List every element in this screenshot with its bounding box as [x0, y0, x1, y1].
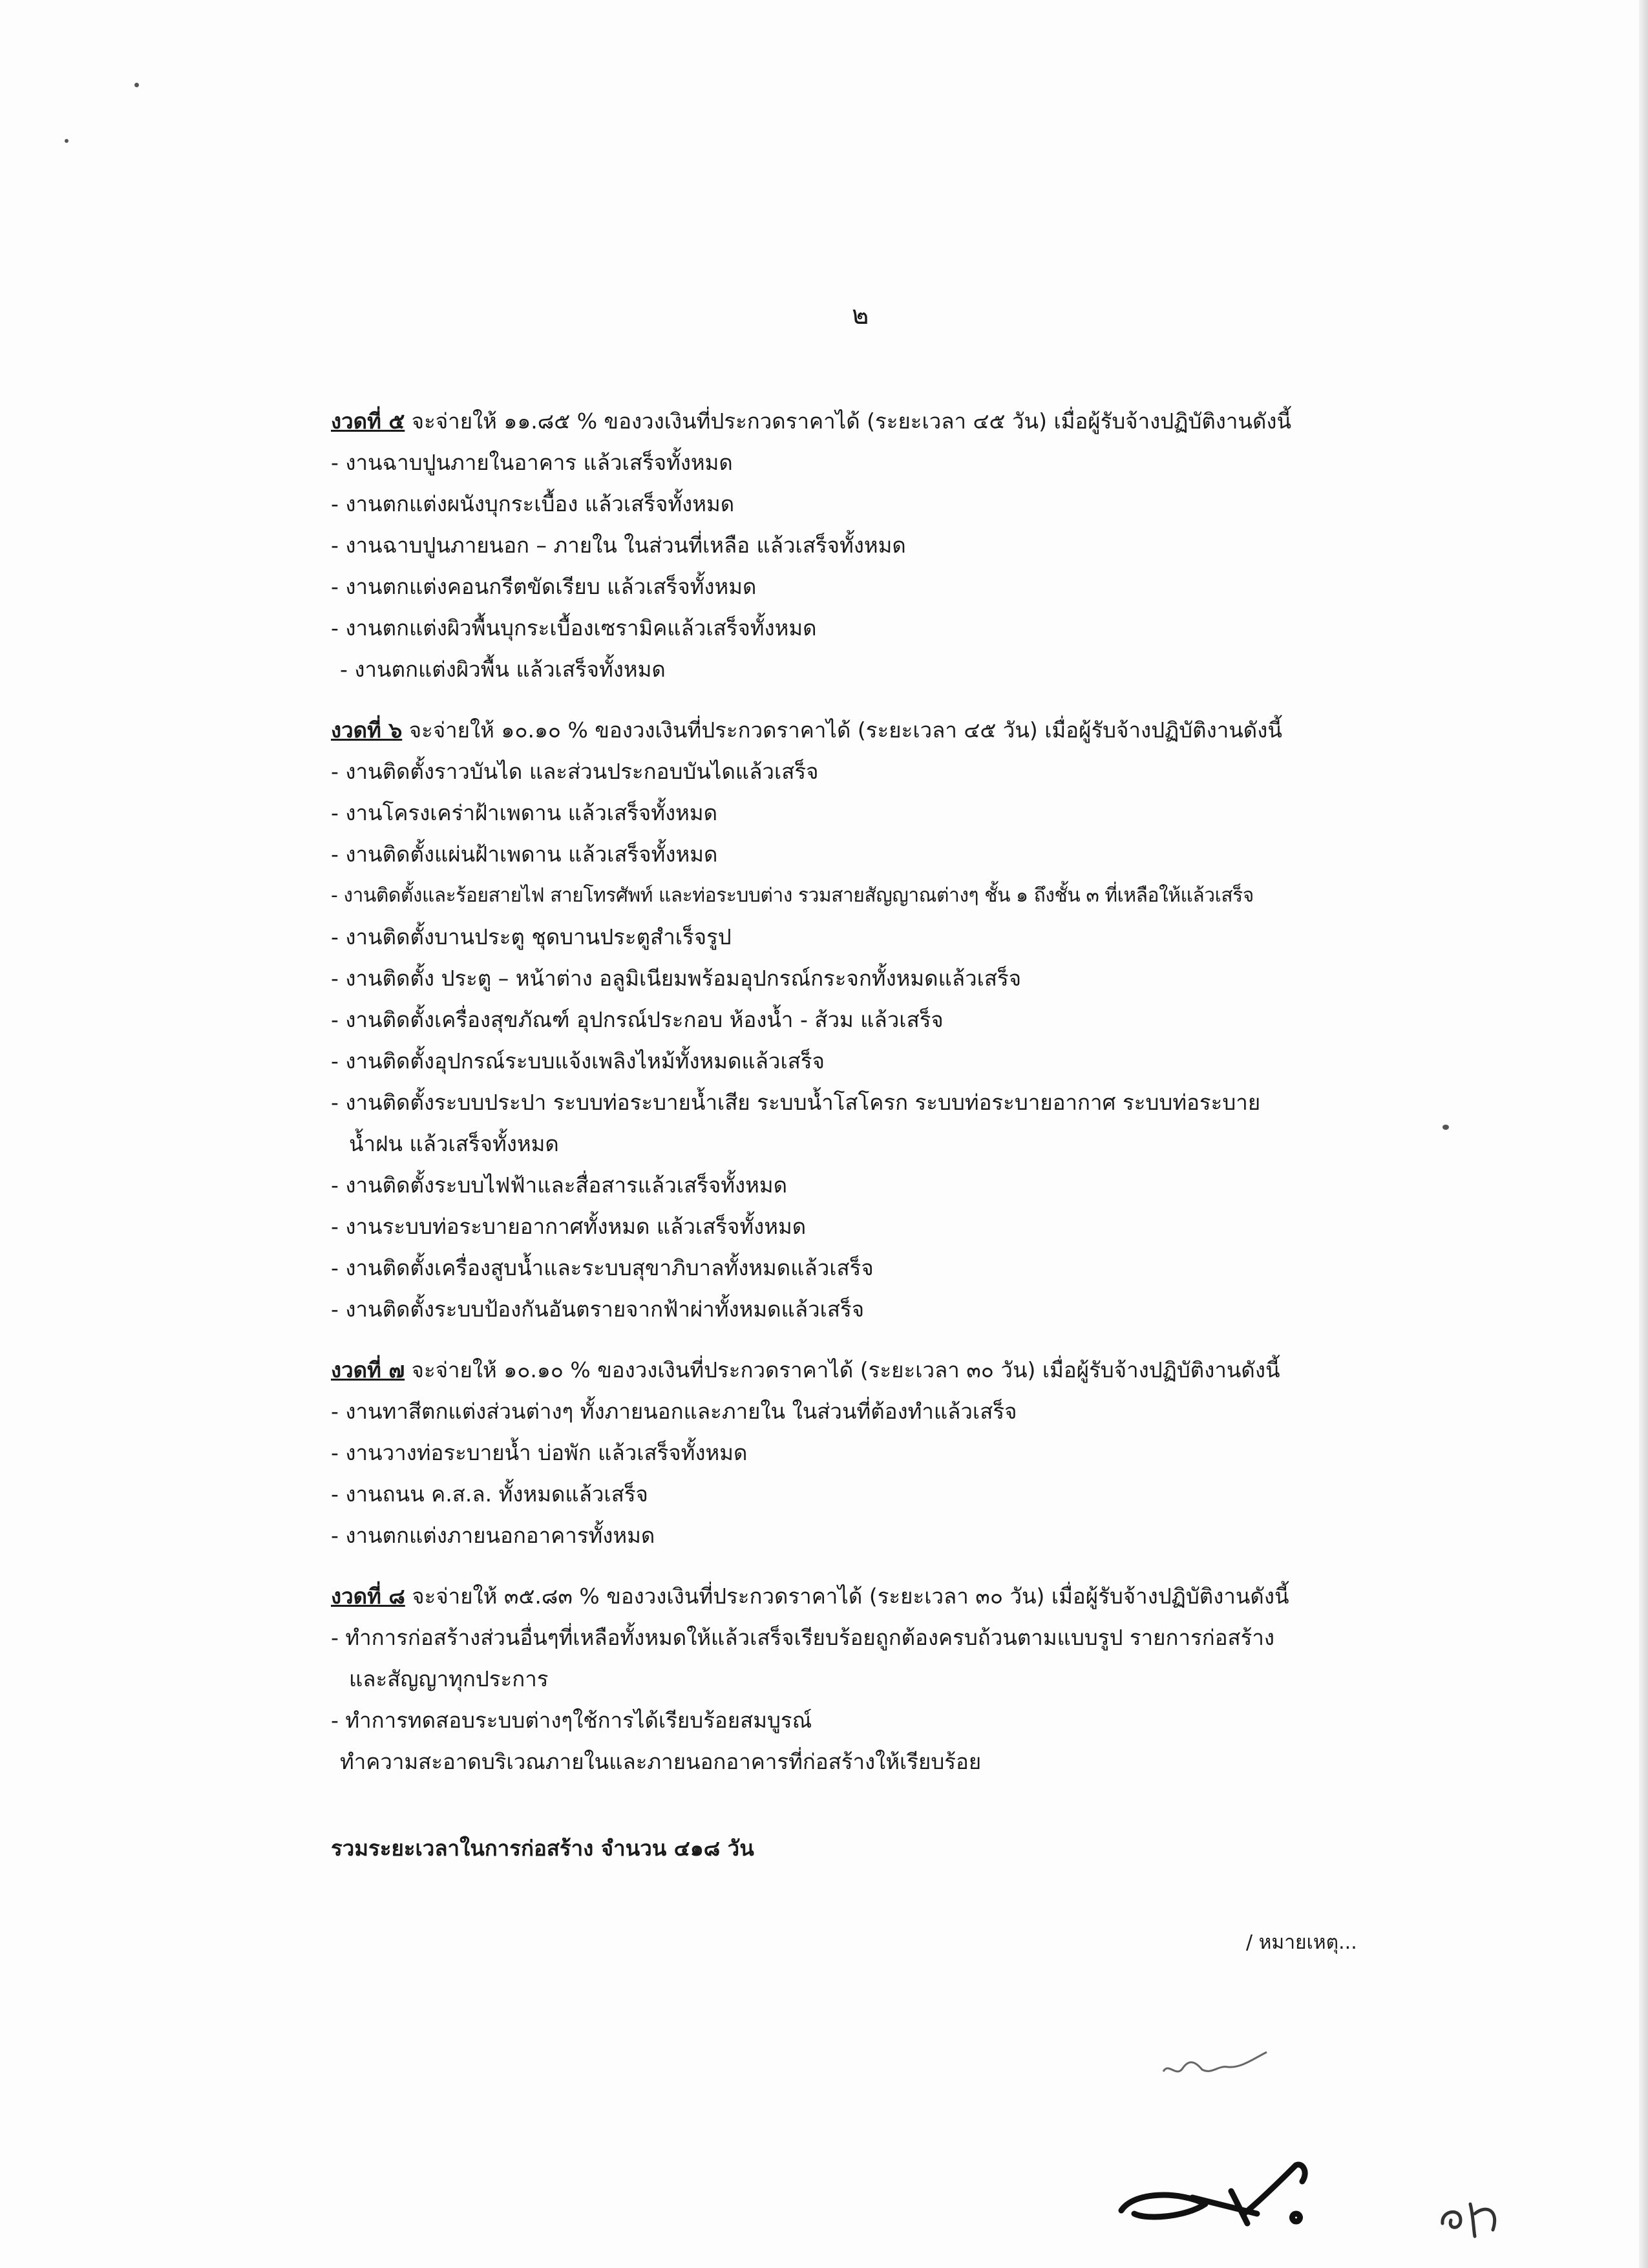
list-item: - งานติดตั้งบานประตู ชุดบานประตูสำเร็จรูป	[331, 924, 732, 949]
list-item: - งานตกแต่งผิวพื้น แล้วเสร็จทั้งหมด	[340, 657, 666, 682]
list-item: - งานติดตั้งราวบันได และส่วนประกอบบันไดแล้วเสร็จ	[331, 759, 819, 784]
handwritten-initial-small	[1157, 2042, 1273, 2088]
installment-heading	[331, 401, 1391, 442]
list-item: - งานติดตั้ง ประตู – หน้าต่าง อลูมิเนียมพร้อมอุปกรณ์กระจกทั้งหมดแล้วเสร็จ	[331, 966, 1022, 991]
list-item: - งานติดตั้งอุปกรณ์ระบบแจ้งเพลิงไหม้ทั้งหมดแล้วเสร็จ	[331, 1048, 825, 1074]
scan-speck	[134, 83, 139, 87]
installment-label: งวดที่ ๖	[331, 717, 403, 743]
list-item: - งานติดตั้งระบบประปา ระบบท่อระบายน้ำเสีย ระบบน้ำโสโครก ระบบท่อระบายอากาศ ระบบท่อระบาย	[331, 1090, 1261, 1115]
list-item: - งานฉาบปูนภายในอาคาร แล้วเสร็จทั้งหมด	[331, 450, 733, 475]
page-number: ๒	[852, 301, 869, 330]
installment-text: จะจ่ายให้ ๑๐.๑๐ % ของวงเงินที่ประกวดราคาได้ (ระยะเวลา ๔๕ วัน) เมื่อผู้รับจ้างปฏิบัติงานดังนี้	[402, 717, 1282, 743]
installment-label: งวดที่ ๗	[331, 1357, 405, 1383]
corner-initials	[1435, 2185, 1512, 2243]
installment-text: จะจ่ายให้ ๑๑.๘๕ % ของวงเงินที่ประกวดราคาได้ (ระยะเวลา ๔๕ วัน) เมื่อผู้รับจ้างปฏิบัติงานดังนี้	[405, 408, 1292, 434]
list-item: - งานติดตั้งเครื่องสุขภัณฑ์ อุปกรณ์ประกอบ ห้องน้ำ - ส้วม แล้วเสร็จ	[331, 1007, 944, 1032]
installment-5	[331, 401, 1391, 690]
list-item: - งานทาสีตกแต่งส่วนต่างๆ ทั้งภายนอกและภายใน ในส่วนที่ต้องทำแล้วเสร็จ	[331, 1399, 1017, 1424]
installment-7	[331, 1350, 1391, 1556]
list-item: - งานติดตั้งเครื่องสูบน้ำและระบบสุขาภิบาลทั้งหมดแล้วเสร็จ	[331, 1255, 874, 1280]
installment-label: งวดที่ ๘	[331, 1584, 405, 1609]
list-item: - งานติดตั้งระบบป้องกันอันตรายจากฟ้าผ่าทั้งหมดแล้วเสร็จ	[331, 1297, 865, 1322]
installment-text: จะจ่ายให้ ๓๕.๘๓ % ของวงเงินที่ประกวดราคาได้ (ระยะเวลา ๓๐ วัน) เมื่อผู้รับจ้างปฏิบัติงานดังนี้	[405, 1584, 1289, 1609]
installment-heading	[331, 710, 1391, 751]
list-item: ทำความสะอาดบริเวณภายในและภายนอกอาคารที่ก่อสร้างให้เรียบร้อย	[340, 1749, 982, 1774]
list-item: - งานระบบท่อระบายอากาศทั้งหมด แล้วเสร็จทั้งหมด	[331, 1214, 807, 1239]
list-item: - งานติดตั้งระบบไฟฟ้าและสื่อสารแล้วเสร็จทั้งหมด	[331, 1172, 788, 1198]
list-item-continuation: และสัญญาทุกประการ	[349, 1666, 549, 1691]
installment-8	[331, 1576, 1391, 1783]
continued-note: / หมายเหตุ...	[1246, 1931, 1357, 1954]
scan-edge	[1639, 0, 1648, 2268]
signature-mark	[1108, 2152, 1354, 2249]
list-item: - งานตกแต่งคอนกรีตขัดเรียบ แล้วเสร็จทั้งหมด	[331, 574, 757, 599]
installment-label: งวดที่ ๕	[331, 408, 405, 434]
list-item: - งานถนน ค.ส.ล. ทั้งหมดแล้วเสร็จ	[331, 1481, 648, 1507]
document-body	[331, 401, 1391, 1869]
list-item: - งานวางท่อระบายน้ำ บ่อพัก แล้วเสร็จทั้งหมด	[331, 1440, 748, 1465]
list-item: - งานติดตั้งแผ่นฝ้าเพดาน แล้วเสร็จทั้งหมด	[331, 842, 718, 867]
installment-text: จะจ่ายให้ ๑๐.๑๐ % ของวงเงินที่ประกวดราคาได้ (ระยะเวลา ๓๐ วัน) เมื่อผู้รับจ้างปฏิบัติงานดังนี้	[405, 1357, 1280, 1383]
list-item-continuation: น้ำฝน แล้วเสร็จทั้งหมด	[349, 1131, 559, 1156]
installment-heading	[331, 1350, 1391, 1391]
scan-speck	[65, 139, 69, 143]
list-item: - งานโครงเคร่าฝ้าเพดาน แล้วเสร็จทั้งหมด	[331, 800, 718, 825]
list-item: - งานตกแต่งผิวพื้นบุกระเบื้องเซรามิคแล้วเสร็จทั้งหมด	[331, 615, 817, 641]
total-duration: รวมระยะเวลาในการก่อสร้าง จำนวน ๔๑๘ วัน	[331, 1836, 754, 1861]
list-item: - งานตกแต่งผนังบุกระเบื้อง แล้วเสร็จทั้งหมด	[331, 491, 735, 516]
list-item: - งานฉาบปูนภายนอก – ภายใน ในส่วนที่เหลือ แล้วเสร็จทั้งหมด	[331, 533, 906, 558]
list-item: - ทำการก่อสร้างส่วนอื่นๆที่เหลือทั้งหมดให้แล้วเสร็จเรียบร้อยถูกต้องครบถ้วนตามแบบรูป รายการก่อสร้าง	[331, 1625, 1275, 1650]
list-item: - ทำการทดสอบระบบต่างๆใช้การได้เรียบร้อยสมบูรณ์	[331, 1708, 812, 1733]
list-item: - งานตกแต่งภายนอกอาคารทั้งหมด	[331, 1523, 655, 1548]
installment-heading	[331, 1576, 1391, 1617]
installment-6	[331, 710, 1391, 1330]
list-item: - งานติดตั้งและร้อยสายไฟ สายโทรศัพท์ และท่อระบบต่าง รวมสายสัญญาณต่างๆ ชั้น ๑ ถึงชั้น ๓ ที่เหลือให้แล้วเสร็จ	[331, 884, 1254, 907]
scan-speck	[1442, 1125, 1449, 1130]
